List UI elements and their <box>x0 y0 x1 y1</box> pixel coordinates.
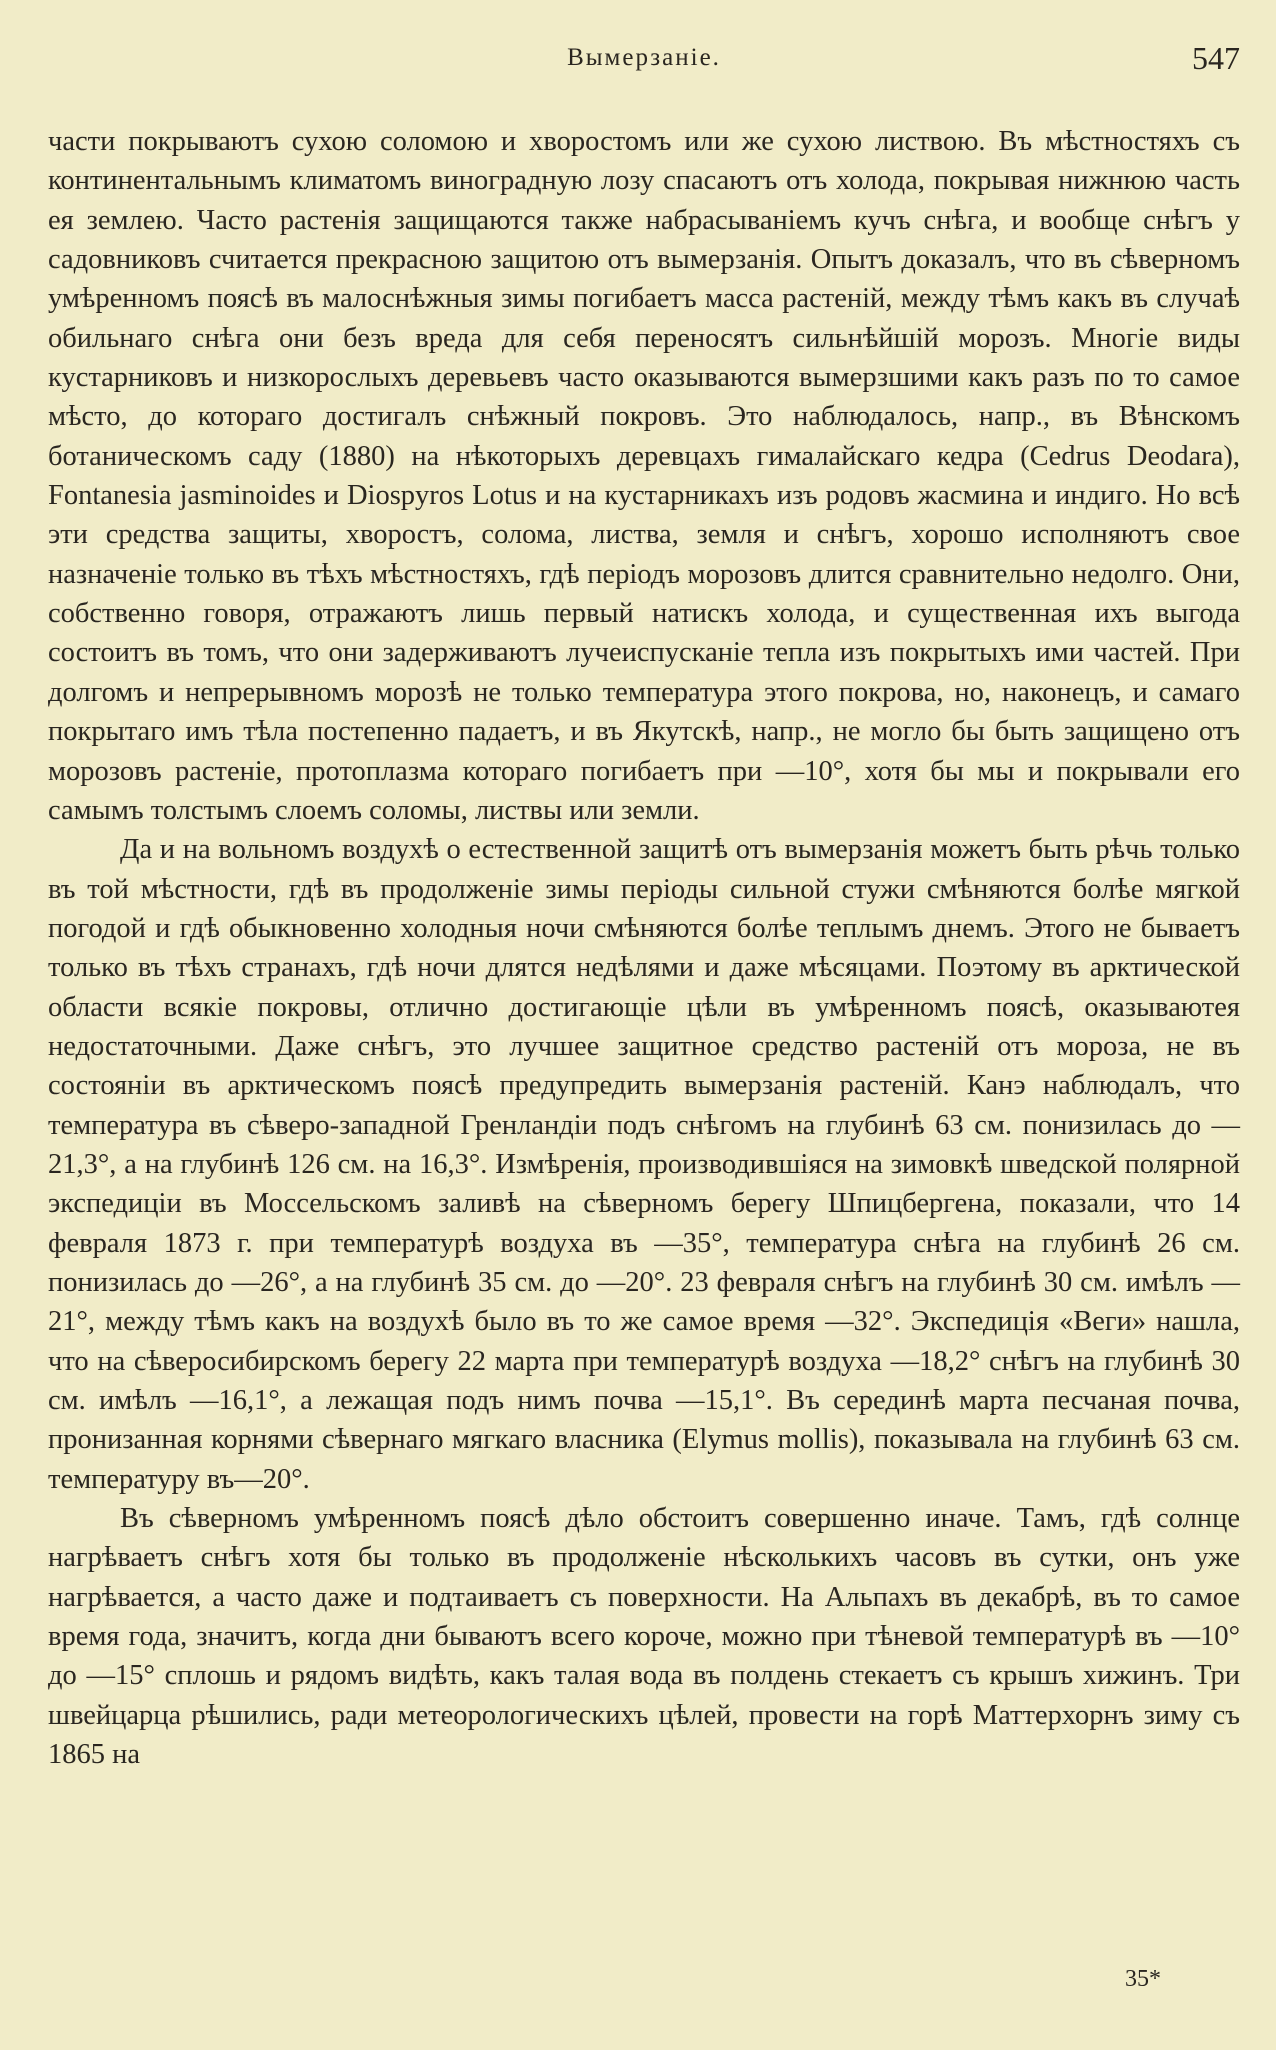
signature-mark: 35* <box>1125 1966 1161 1992</box>
page-header <box>48 40 1240 84</box>
page-number: 547 <box>1192 40 1240 76</box>
running-title: Вымерзаніе. <box>567 44 721 71</box>
body-text <box>48 122 1240 1774</box>
paragraph-1: части покрываютъ сухою соломою и хворостомъ или же сухою листвою. Въ мѣстностяхъ съ континентальнымъ климатомъ виноградную лозу спасаютъ отъ холода, покрывая нижнюю часть ея землею. Часто растенія защищаются также набрасываніемъ кучъ снѣга, и вообще снѣгъ у садовниковъ считается прекрасною защитою отъ вымерзанія. Опытъ доказалъ, что въ сѣверномъ умѣренномъ поясѣ въ малоснѣжныя зимы погибаетъ масса растеній, между тѣмъ какъ въ случаѣ обильнаго снѣга они безъ вреда для себя переносятъ сильнѣйшій морозъ. Многіе виды кустарниковъ и низкорослыхъ деревьевъ часто оказываются вымерзшими какъ разъ по то самое мѣсто, до котораго достигалъ снѣжный покровъ. Это наблюдалось, напр., въ Вѣнскомъ ботаническомъ саду (1880) на нѣкоторыхъ деревцахъ гималайскаго кедра (Cedrus Deodara), Fontanesia jasminoides и Diospyros Lotus и на кустарникахъ изъ родовъ жасмина и индиго. Но всѣ эти средства защиты, хворостъ, солома, листва, земля и снѣгъ, хорошо исполняютъ свое назначеніе только въ тѣхъ мѣстностяхъ, гдѣ періодъ морозовъ длится сравнительно недолго. Они, собственно говоря, отражаютъ лишь первый натискъ холода, и существенная ихъ выгода состоитъ въ томъ, что они задерживаютъ лучеиспусканіе тепла изъ покрытыхъ ими частей. При долгомъ и непрерывномъ морозѣ не только температура этого покрова, но, наконецъ, и самаго покрытаго имъ тѣла постепенно падаетъ, и въ Якутскѣ, напр., не могло бы быть защищено отъ морозовъ растеніе, протоплазма котораго погибаетъ при —10°, хотя бы мы и покрывали его самымъ толстымъ слоемъ соломы, листвы или земли. <box>48 126 1240 826</box>
paragraph-3: Въ сѣверномъ умѣренномъ поясѣ дѣло обстоитъ совершенно иначе. Тамъ, гдѣ солнце нагрѣваетъ снѣгъ хотя бы только въ продолженіе нѣсколькихъ часовъ въ сутки, онъ уже нагрѣвается, а часто даже и подтаиваетъ съ поверхности. На Альпахъ въ декабрѣ, въ то самое время года, значитъ, когда дни бываютъ всего короче, можно при тѣневой температурѣ въ —10° до —15° сплошь и рядомъ видѣть, какъ талая вода въ полдень стекаетъ съ крышъ хижинъ. Три швейцарца рѣшились, ради метеорологическихъ цѣлей, провести на горѣ Маттерхорнъ зиму съ 1865 на <box>48 1503 1240 1771</box>
paragraph-2: Да и на вольномъ воздухѣ о естественной защитѣ отъ вымерзанія можетъ быть рѣчь только въ той мѣстности, гдѣ въ продолженіе зимы періоды сильной стужи смѣняются болѣе мягкой погодой и гдѣ обыкновенно холодныя ночи смѣняются болѣе теплымъ днемъ. Этого не бываетъ только въ тѣхъ странахъ, гдѣ ночи длятся недѣлями и даже мѣсяцами. Поэтому въ арктической области всякіе покровы, отлично достигающіе цѣли въ умѣренномъ поясѣ, оказываютея недостаточными. Даже снѣгъ, это лучшее защитное средство растеній отъ мороза, не въ состояніи въ арктическомъ поясѣ предупредить вымерзанія растеній. Канэ наблюдалъ, что температура въ сѣверо-западной Гренландіи подъ снѣгомъ на глубинѣ 63 см. понизилась до —21,3°, а на глубинѣ 126 см. на 16,3°. Измѣренія, производившіяся на зимовкѣ шведской полярной экспедиціи въ Моссельскомъ заливѣ на сѣверномъ берегу Шпицбергена, показали, что 14 февраля 1873 г. при температурѣ воздуха въ —35°, температура снѣга на глубинѣ 26 см. понизилась до —26°, а на глубинѣ 35 см. до —20°. 23 февраля снѣгъ на глубинѣ 30 см. имѣлъ —21°, между тѣмъ какъ на воздухѣ было въ то же самое время —32°. Экспедиція «Веги» нашла, что на сѣверосибирскомъ берегу 22 марта при температурѣ воздуха —18,2° снѣгъ на глубинѣ 30 см. имѣлъ —16,1°, а лежащая подъ нимъ почва —15,1°. Въ серединѣ марта песчаная почва, пронизанная корнями сѣвернаго мягкаго власника (Elymus mollis), показывала на глубинѣ 63 см. температуру въ—20°. <box>48 834 1240 1495</box>
